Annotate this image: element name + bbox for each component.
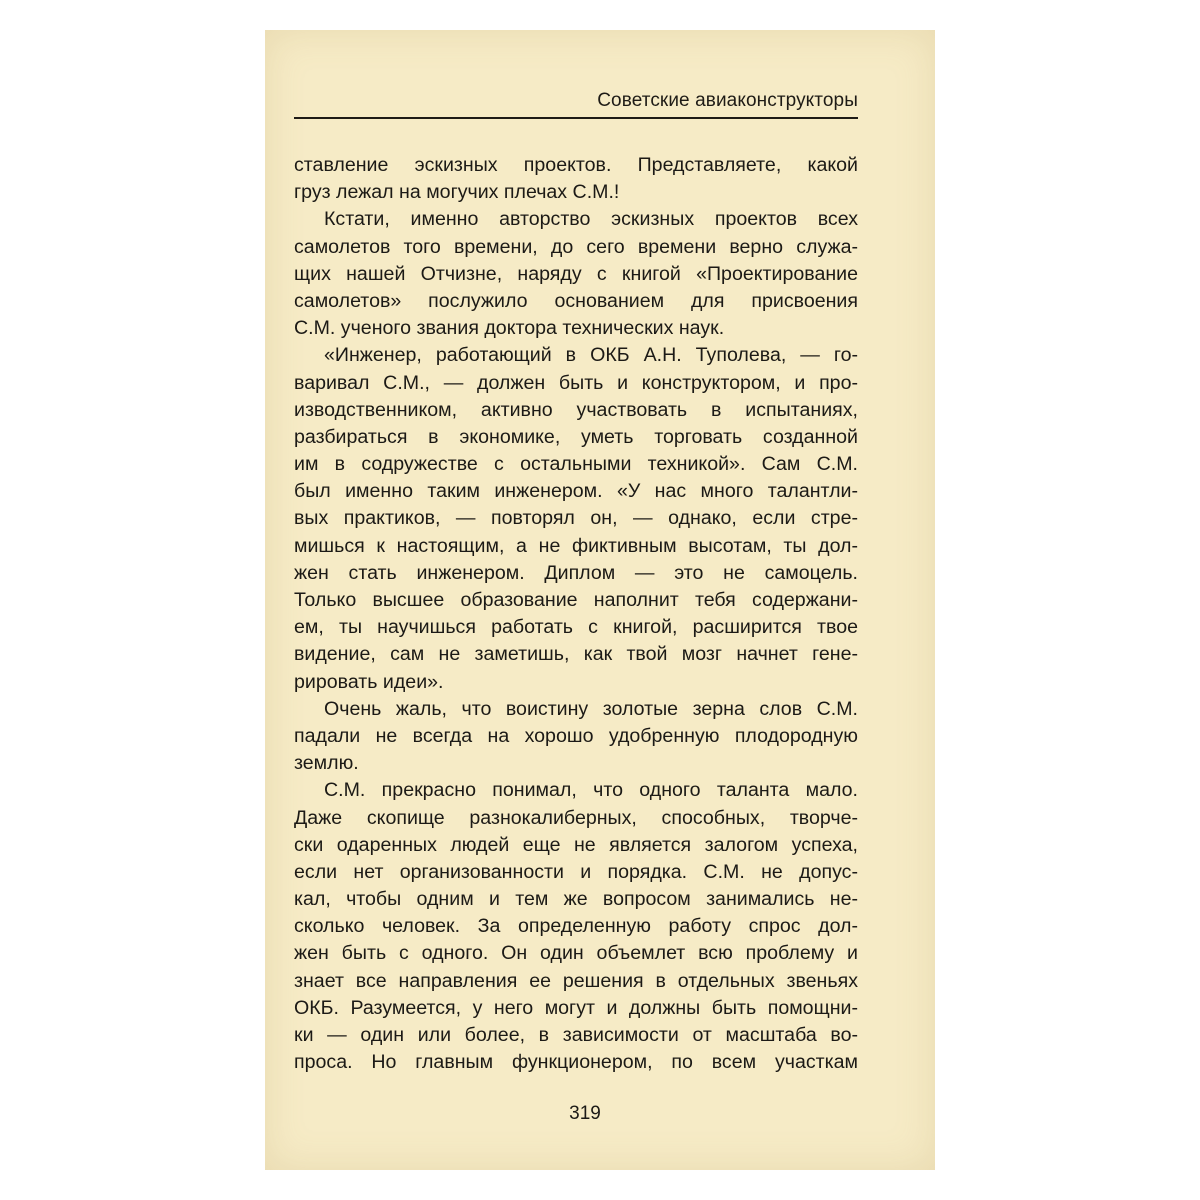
text-line: Очень жаль, что воистину золотые зерна слов С.М. — [324, 697, 858, 720]
text-line: варивал С.М., — должен быть и конструктором, и про- — [294, 371, 858, 394]
text-line: груз лежал на могучих плечах С.М.! — [294, 181, 620, 204]
text-line: ски одаренных людей еще не является залогом успеха, — [294, 833, 858, 856]
text-line: проса. Но главным функционером, по всем участкам — [294, 1051, 858, 1074]
text-line: жен стать инженером. Диплом — это не самоцель. — [294, 561, 858, 584]
body-text — [294, 152, 858, 1076]
text-line: рировать идеи». — [294, 670, 444, 693]
text-line: сколько человек. За определенную работу спрос дол- — [294, 915, 858, 938]
text-line: видение, сам не заметишь, как твой мозг начнет гене- — [294, 643, 858, 666]
text-line: самолетов того времени, до сего времени верно служа- — [294, 235, 858, 258]
text-line: был именно таким инженером. «У нас много талантли- — [294, 480, 858, 503]
text-line: кал, чтобы одним и тем же вопросом занимались не- — [294, 888, 858, 911]
text-line: падали не всегда на хорошо удобренную плодородную — [294, 724, 858, 747]
running-head: Советские авиаконструкторы — [597, 90, 858, 111]
text-line: разбираться в экономике, уметь торговать созданной — [294, 425, 858, 448]
text-line: изводственником, активно участвовать в испытаниях, — [294, 398, 858, 421]
text-line: С.М. ученого звания доктора технических наук. — [294, 317, 725, 340]
page-number: 319 — [569, 1103, 601, 1124]
text-line: Кстати, именно авторство эскизных проектов всех — [324, 208, 858, 231]
text-line: ем, ты научишься работать с книгой, расширится твое — [294, 616, 858, 639]
header-rule — [294, 117, 858, 119]
text-line: С.М. прекрасно понимал, что одного таланта мало. — [324, 779, 858, 802]
text-line: землю. — [294, 752, 359, 775]
text-line: щих нашей Отчизне, наряду с книгой «Проектирование — [294, 262, 858, 285]
text-line: ОКБ. Разумеется, у него могут и должны быть помощни- — [294, 996, 858, 1019]
text-line: им в содружестве с остальными техникой». Сам С.М. — [294, 453, 858, 476]
text-line: Даже скопище разнокалиберных, способных, творче- — [294, 806, 858, 829]
text-line: Только высшее образование наполнит тебя содержани- — [294, 589, 858, 611]
text-line: самолетов» послужило основанием для присвоения — [294, 289, 858, 312]
text-line: если нет организованности и порядка. С.М. не допус- — [294, 860, 858, 883]
text-line: вых практиков, — повторял он, — однако, если стре- — [294, 507, 858, 530]
text-line: «Инженер, работающий в ОКБ А.Н. Туполева, — го- — [324, 344, 858, 367]
text-line: знает все направления ее решения в отдельных звеньях — [294, 969, 858, 992]
text-line: жен быть с одного. Он один объемлет всю проблему и — [294, 942, 858, 965]
text-line: ки — один или более, в зависимости от масштаба во- — [294, 1024, 858, 1046]
text-line: ставление эскизных проектов. Представляете, какой — [294, 154, 858, 176]
text-line: мишься к настоящим, а не фиктивным высотам, ты дол- — [294, 534, 858, 557]
book-page — [265, 30, 935, 1170]
